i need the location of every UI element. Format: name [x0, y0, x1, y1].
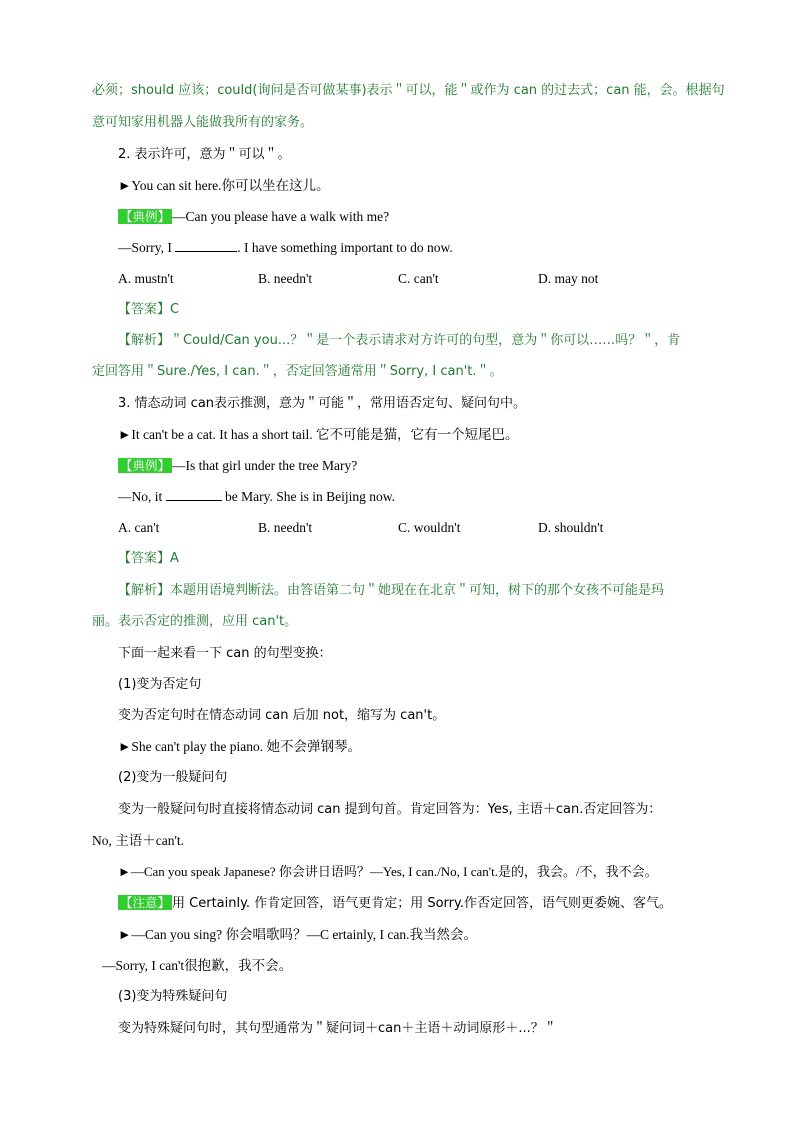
question-line: [118, 239, 453, 257]
analysis-text-line: 【解析】＂Could/Can you...？＂是一个表示请求对方许可的句型，意为＂你可以……吗？＂，肯: [118, 333, 681, 348]
subsection-heading: (1)变为否定句: [118, 677, 202, 692]
question-text: be Mary. She is in Beijing now.: [225, 489, 395, 504]
question-text: —Can you please have a walk with me?: [172, 209, 390, 224]
section-heading: 2. 表示许可，意为＂可以＂。: [118, 147, 291, 162]
question-line: [118, 488, 395, 506]
option-d: D. shouldn't: [538, 520, 604, 535]
note-tag: 【注意】: [120, 895, 171, 910]
answer-blank: [166, 488, 222, 501]
subsection-heading: (3)变为特殊疑问句: [118, 989, 228, 1004]
paragraph-text: 下面一起来看一下 can 的句型变换：: [118, 646, 332, 661]
option-a: A. mustn't: [118, 271, 174, 286]
answer-blank: [175, 239, 237, 252]
question-text: —No, it: [118, 489, 163, 504]
paragraph-text: 变为否定句时在情态动词 can 后加 not，缩写为 can't。: [118, 708, 446, 723]
option-c: C. can't: [398, 271, 439, 286]
example-sentence: ►It can't be a cat. It has a short tail. 它不可能是猫，它有一个短尾巴。: [118, 427, 519, 442]
question-text: —Sorry, I: [118, 240, 172, 255]
option-c: C. wouldn't: [398, 520, 461, 535]
analysis-text-line: 必须；should 应该；could(询问是否可做某事)表示＂可以，能＂或作为 can 的过去式；can 能，会。根据句: [92, 83, 725, 98]
section-heading: 3. 情态动词 can表示推测，意为＂可能＂，常用语否定句、疑问句中。: [118, 396, 527, 411]
option-d: D. may not: [538, 271, 599, 286]
example-tag: 【典例】: [120, 458, 171, 473]
example-question: [118, 457, 357, 475]
option-b: B. needn't: [258, 520, 313, 535]
paragraph-text: 变为特殊疑问句时，其句型通常为＂疑问词＋can＋主语＋动词原形＋...？＂: [118, 1021, 557, 1036]
paragraph-text: 变为一般疑问句时直接将情态动词 can 提到句首。肯定回答为：Yes, 主语＋can.否定回答为：: [118, 802, 662, 817]
answer-label: 【答案】A: [118, 551, 179, 566]
example-sentence: ►You can sit here.你可以坐在这儿。: [118, 178, 330, 193]
answer-label: 【答案】C: [118, 302, 180, 317]
example-question: [118, 208, 389, 226]
question-text: —Is that girl under the tree Mary?: [172, 458, 358, 473]
example-sentence: —Sorry, I can't很抱歉，我不会。: [102, 958, 293, 973]
analysis-text-line: 【解析】本题用语境判断法。由答语第二句＂她现在在北京＂可知，树下的那个女孩不可能是玛: [118, 583, 665, 598]
example-sentence: ►—Can you speak Japanese? 你会讲日语吗？—Yes, I can./No, I can't.是的，我会。/不，我不会。: [118, 864, 658, 879]
example-sentence: ►She can't play the piano. 她不会弹钢琴。: [118, 739, 362, 754]
analysis-text-line: 定回答用＂Sure./Yes, I can.＂，否定回答通常用＂Sorry, I can't.＂。: [92, 364, 503, 379]
option-b: B. needn't: [258, 271, 313, 286]
analysis-text-line: 丽。表示否定的推测，应用 can't。: [92, 614, 298, 629]
note-text: 用 Certainly. 作肯定回答，语气更肯定；用 Sorry.作否定回答，语气则更委婉、客气。: [172, 896, 672, 911]
paragraph-text: No, 主语＋can't.: [92, 833, 185, 848]
option-a: A. can't: [118, 520, 160, 535]
example-tag: 【典例】: [120, 209, 171, 224]
analysis-text-line: 意可知家用机器人能做我所有的家务。: [92, 115, 314, 130]
note-line: [118, 894, 672, 913]
question-text: . I have something important to do now.: [237, 240, 453, 255]
subsection-heading: (2)变为一般疑问句: [118, 770, 228, 785]
example-sentence: ►—Can you sing? 你会唱歌吗？—C ertainly, I can.我当然会。: [118, 927, 477, 942]
